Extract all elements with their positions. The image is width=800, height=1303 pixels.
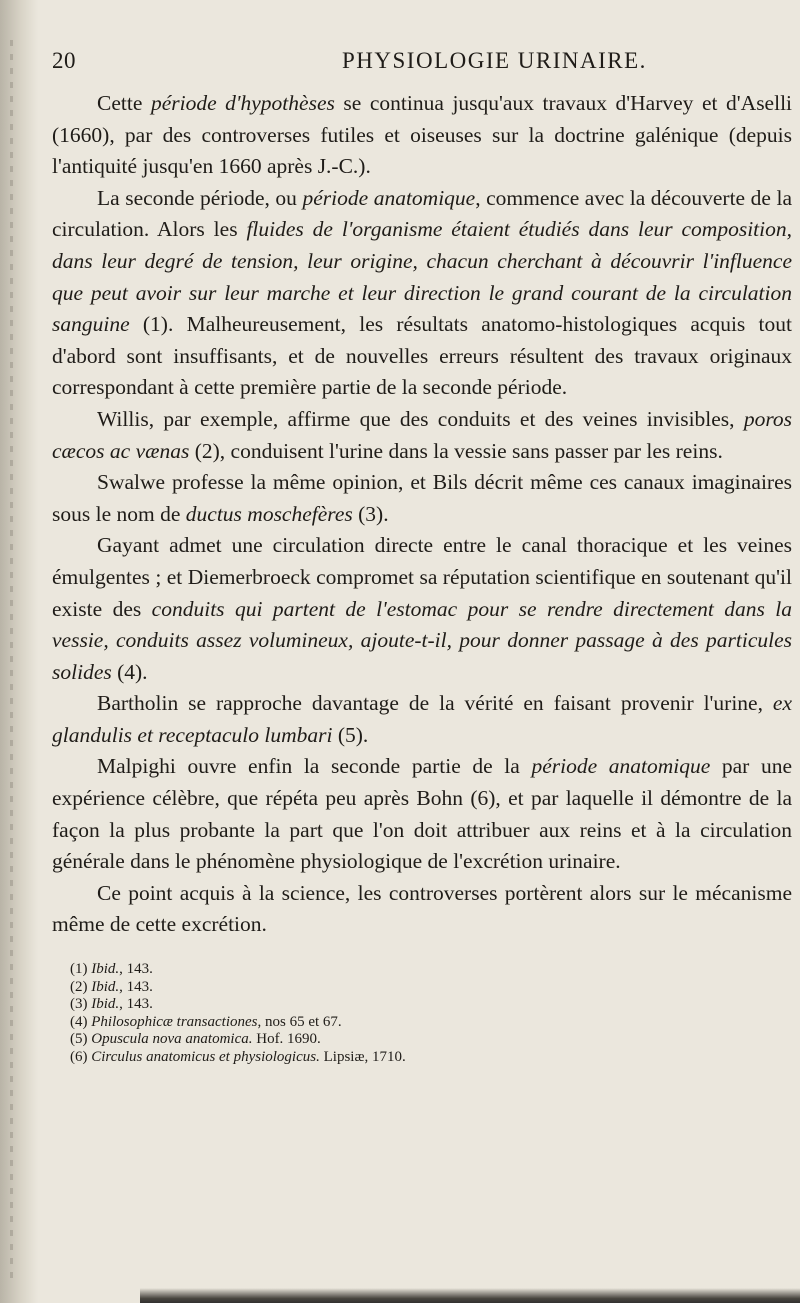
body-text: [52, 88, 792, 941]
paragraph: La seconde période, ou période anatomique, commence avec la découverte de la circulation. Alors les fluides de l'organisme étaient étudiés dans leur composition, dans leur degré de tension, leur origine, chacun cherchant à découvrir l'influence que peut avoir sur leur marche et leur direction le grand courant de la circulation sanguine (1). Malheureusement, les résultats anatomo-histologiques acquis tout d'abord sont insuffisants, et de nouvelles erreurs résultent des travaux originaux correspondant à cette première partie de la seconde période.: [52, 185, 793, 400]
footnote: (3) Ibid., 143.: [70, 996, 153, 1013]
paragraph: Swalwe professe la même opinion, et Bils décrit même ces canaux imaginaires sous le nom de ductus moschefères (3).: [52, 470, 792, 526]
paragraph: Gayant admet une circulation directe entre le canal thoracique et les veines émulgentes ; et Diemerbroeck compromet sa réputation scientifique en soutenant qu'il existe des conduits qui partent de l'estomac pour se rendre directement dans la vessie, conduits assez volumineux, ajoute-t-il, pour donner passage à des particules solides (4).: [52, 533, 792, 684]
paragraph: Bartholin se rapproche davantage de la vérité en faisant provenir l'urine, ex glandulis et receptaculo lumbari (5).: [52, 691, 792, 747]
footnote: (5) Opuscula nova anatomica. Hof. 1690.: [70, 1031, 321, 1048]
page-number: 20: [52, 48, 76, 73]
footnote: (2) Ibid., 143.: [70, 978, 153, 995]
book-page: [52, 48, 792, 1067]
running-head-title: PHYSIOLOGIE URINAIRE.: [342, 48, 647, 73]
paragraph: Willis, par exemple, affirme que des conduits et des veines invisibles, poros cæcos ac vænas (2), conduisent l'urine dans la vessie sans passer par les reins.: [52, 406, 792, 463]
binding-edge: [10, 40, 13, 1280]
paragraph: Malpighi ouvre enfin la seconde partie de la période anatomique par une expérience célèbre, que répéta peu après Bohn (6), et par laquelle il démontre de la façon la plus probante la part que l'on doit attribuer aux reins et à la circulation générale dans le phénomène physiologique de l'excrétion urinaire.: [52, 754, 792, 874]
footnote: (1) Ibid., 143.: [70, 961, 153, 978]
page-gutter-shadow: [0, 0, 38, 1303]
footnotes: [70, 961, 792, 1067]
footnote: (6) Circulus anatomicus et physiologicus. Lipsiæ, 1710.: [70, 1049, 406, 1065]
page-bottom-edge-shadow: [140, 1288, 800, 1303]
footnote: (4) Philosophicæ transactiones, nos 65 et 67.: [70, 1013, 342, 1030]
paragraph: Ce point acquis à la science, les controverses portèrent alors sur le mécanisme même de cette excrétion.: [52, 880, 792, 937]
paragraph: Cette période d'hypothèses se continua jusqu'aux travaux d'Harvey et d'Aselli (1660), par des controverses futiles et oiseuses sur la doctrine galénique (depuis l'antiquité jusqu'en 1660 après J.-C.).: [52, 91, 793, 179]
running-head: [52, 48, 792, 82]
